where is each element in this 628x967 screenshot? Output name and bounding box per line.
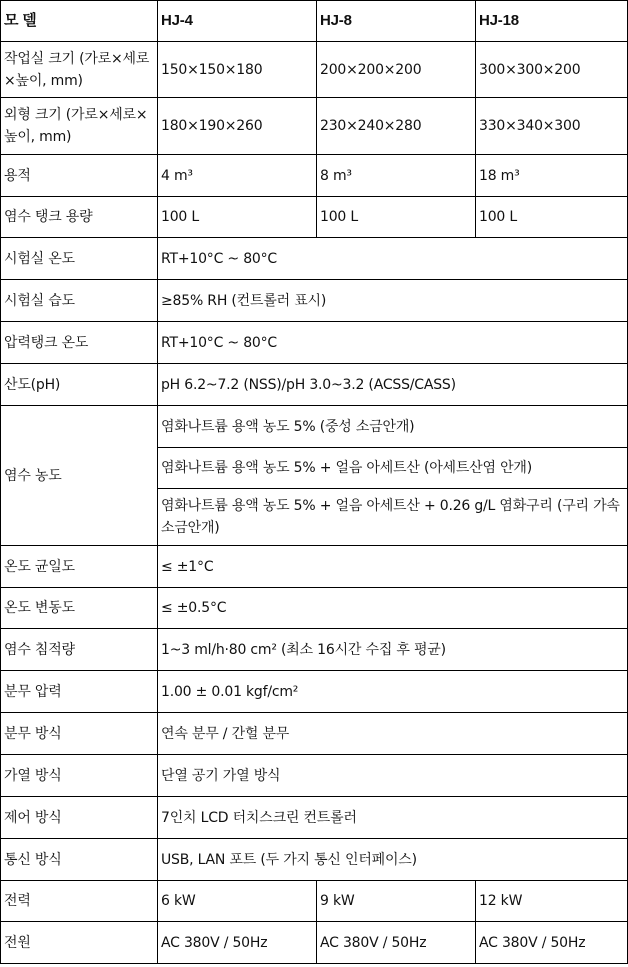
cell-value: USB, LAN 포트 (두 가지 통신 인터페이스): [158, 839, 628, 881]
row-label: 외형 크기 (가로×세로×높이, mm): [1, 98, 158, 155]
cell-value: 330×340×300: [476, 98, 628, 155]
row-label: 염수 농도: [1, 406, 158, 546]
header-model-hj18: HJ-18: [476, 1, 628, 42]
table-row-power-supply: [1, 922, 628, 964]
header-model-hj8: HJ-8: [317, 1, 476, 42]
row-label: 가열 방식: [1, 755, 158, 797]
row-label: 온도 균일도: [1, 546, 158, 588]
row-label: 염수 침적량: [1, 629, 158, 671]
cell-value: RT+10°C ~ 80°C: [158, 238, 628, 280]
cell-value: 100 L: [476, 197, 628, 238]
cell-value: 염화나트륨 용액 농도 5% + 얼음 아세트산 + 0.26 g/L 염화구리 (구리 가속 소금안개): [158, 489, 628, 546]
row-label: 작업실 크기 (가로×세로×높이, mm): [1, 42, 158, 98]
cell-value: AC 380V / 50Hz: [476, 922, 628, 964]
table-row-power: [1, 881, 628, 922]
row-label: 산도(pH): [1, 364, 158, 406]
cell-value: 12 kW: [476, 881, 628, 922]
cell-value: AC 380V / 50Hz: [158, 922, 317, 964]
header-model-hj4: HJ-4: [158, 1, 317, 42]
cell-value: 9 kW: [317, 881, 476, 922]
cell-value: 6 kW: [158, 881, 317, 922]
cell-value: RT+10°C ~ 80°C: [158, 322, 628, 364]
row-label: 시험실 습도: [1, 280, 158, 322]
cell-value: 18 m³: [476, 155, 628, 197]
table-row-chamber-temp: [1, 238, 628, 280]
row-label: 분무 압력: [1, 671, 158, 713]
row-label: 전력: [1, 881, 158, 922]
row-label: 전원: [1, 922, 158, 964]
cell-value: 200×200×200: [317, 42, 476, 98]
cell-value: AC 380V / 50Hz: [317, 922, 476, 964]
cell-value: 1.00 ± 0.01 kgf/cm²: [158, 671, 628, 713]
row-label: 통신 방식: [1, 839, 158, 881]
cell-value: 100 L: [158, 197, 317, 238]
cell-value: 8 m³: [317, 155, 476, 197]
row-label: 압력탱크 온도: [1, 322, 158, 364]
row-label: 온도 변동도: [1, 588, 158, 629]
table-row-volume: [1, 155, 628, 197]
table-row-spray-method: [1, 713, 628, 755]
cell-value: 180×190×260: [158, 98, 317, 155]
table-row-heating-method: [1, 755, 628, 797]
cell-value: 100 L: [317, 197, 476, 238]
cell-value: 150×150×180: [158, 42, 317, 98]
table-row-spray-pressure: [1, 671, 628, 713]
cell-value: 230×240×280: [317, 98, 476, 155]
table-row-temp-uniformity: [1, 546, 628, 588]
table-row-work-size: [1, 42, 628, 98]
cell-value: 단열 공기 가열 방식: [158, 755, 628, 797]
cell-value: 4 m³: [158, 155, 317, 197]
cell-value: 연속 분무 / 간헐 분무: [158, 713, 628, 755]
cell-value: 염화나트륨 용액 농도 5% + 얼음 아세트산 (아세트산염 안개): [158, 448, 628, 489]
cell-value: 7인치 LCD 터치스크린 컨트롤러: [158, 797, 628, 839]
row-label: 분무 방식: [1, 713, 158, 755]
table-row-salt-concentration: [1, 406, 628, 448]
table-row-brine-tank: [1, 197, 628, 238]
cell-value: ≤ ±0.5°C: [158, 588, 628, 629]
table-row-salt-deposition: [1, 629, 628, 671]
row-label: 제어 방식: [1, 797, 158, 839]
header-model-label: 모 델: [1, 1, 158, 42]
cell-value: 염화나트륨 용액 농도 5% (중성 소금안개): [158, 406, 628, 448]
table-row-comm-method: [1, 839, 628, 881]
cell-value: ≤ ±1°C: [158, 546, 628, 588]
cell-value: ≥85% RH (컨트롤러 표시): [158, 280, 628, 322]
table-row-outer-size: [1, 98, 628, 155]
table-row-header: [1, 1, 628, 42]
table-row-control-method: [1, 797, 628, 839]
row-label: 용적: [1, 155, 158, 197]
cell-value: 300×300×200: [476, 42, 628, 98]
table-row-chamber-humidity: [1, 280, 628, 322]
row-label: 염수 탱크 용량: [1, 197, 158, 238]
cell-value: 1~3 ml/h·80 cm² (최소 16시간 수집 후 평균): [158, 629, 628, 671]
table-row-temp-fluctuation: [1, 588, 628, 629]
cell-value: pH 6.2~7.2 (NSS)/pH 3.0~3.2 (ACSS/CASS): [158, 364, 628, 406]
row-label: 시험실 온도: [1, 238, 158, 280]
table-row-pressure-tank-temp: [1, 322, 628, 364]
table-row-ph: [1, 364, 628, 406]
